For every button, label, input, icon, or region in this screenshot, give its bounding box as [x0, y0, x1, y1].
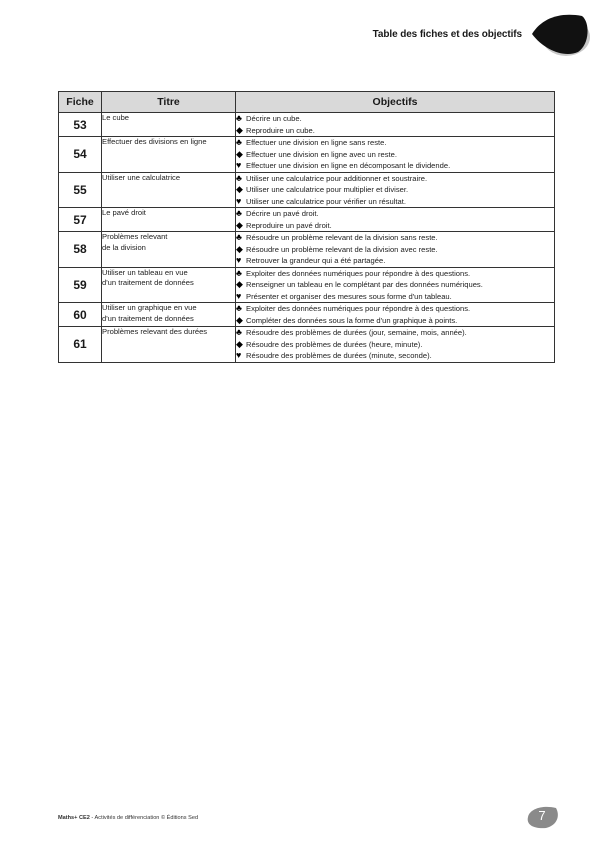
table-row: [59, 267, 555, 303]
fiche-number: 57: [59, 208, 102, 232]
objective-text: Renseigner un tableau en le complétant par des données numériques.: [246, 280, 483, 289]
fiche-title-line: Problèmes relevant: [102, 232, 168, 241]
footer-copyright: - Activités de différenciation © Éditions Sed: [89, 815, 199, 821]
fiche-objectives: [236, 137, 555, 173]
club-suit-icon: ♣: [236, 327, 242, 337]
header-drop-decoration: [530, 10, 594, 60]
diamond-suit-icon: ◆: [236, 148, 243, 159]
fiche-number: 60: [59, 303, 102, 327]
objectives-table: [58, 91, 555, 363]
diamond-suit-icon: ◆: [236, 243, 243, 254]
page-number-badge: [524, 805, 560, 829]
objective-text: Résoudre un problème relevant de la division avec reste.: [246, 244, 438, 254]
diamond-suit-icon: ◆: [236, 314, 243, 325]
objective-item: [236, 339, 554, 351]
objective-item: [236, 113, 554, 125]
club-suit-icon: ♣: [236, 172, 242, 183]
fiche-title-line: Utiliser un tableau en vue: [102, 267, 188, 277]
fiche-objectives: [236, 327, 555, 363]
objective-text: Compléter des données sous la forme d'un graphique à points.: [246, 315, 458, 325]
objective-text: Effectuer une division en ligne avec un reste.: [246, 149, 397, 159]
objective-item: [236, 220, 554, 232]
fiche-number: 53: [59, 113, 102, 137]
objective-item: [236, 268, 554, 280]
objective-item: [236, 173, 554, 185]
fiche-title: [102, 267, 236, 303]
objective-item: [236, 244, 554, 256]
fiche-title-line: Problèmes relevant des durées: [102, 327, 208, 336]
objective-item: [236, 160, 554, 172]
objective-text: Retrouver la grandeur qui a été partagée.: [246, 256, 386, 265]
fiche-title-line: Utiliser une calculatrice: [102, 172, 181, 182]
column-header-titre: Titre: [102, 92, 236, 113]
objective-item: [236, 232, 554, 244]
club-suit-icon: ♣: [236, 208, 242, 218]
fiche-objectives: [236, 303, 555, 327]
fiche-objectives: [236, 232, 555, 268]
table-row: [59, 172, 555, 208]
objective-text: Effectuer une division en ligne sans reste.: [246, 138, 387, 147]
heart-suit-icon: ♥: [236, 350, 242, 360]
table-row: [59, 303, 555, 327]
column-header-objectifs: Objectifs: [236, 92, 555, 113]
fiche-objectives: [236, 113, 555, 137]
fiche-title-line: Utiliser un graphique en vue: [102, 303, 197, 312]
fiche-title-line: d'un traitement de données: [102, 313, 194, 323]
table-row: [59, 208, 555, 232]
objective-text: Utiliser une calculatrice pour vérifier un résultat.: [246, 196, 406, 206]
objective-item: [236, 291, 554, 303]
objective-text: Résoudre des problèmes de durées (minute, seconde).: [246, 351, 432, 360]
fiche-title: [102, 327, 236, 363]
diamond-suit-icon: ◆: [236, 279, 243, 289]
objective-text: Utiliser une calculatrice pour multiplier et diviser.: [246, 185, 409, 194]
diamond-suit-icon: ◆: [236, 124, 243, 135]
fiche-title-line: Le pavé droit: [102, 208, 146, 217]
heart-suit-icon: ♥: [236, 255, 242, 265]
fiche-title: [102, 232, 236, 268]
fiche-title: [102, 172, 236, 208]
club-suit-icon: ♣: [236, 303, 242, 313]
objective-text: Reproduire un cube.: [246, 125, 315, 135]
fiche-number: 54: [59, 137, 102, 173]
club-suit-icon: ♣: [236, 267, 242, 278]
club-suit-icon: ♣: [236, 232, 242, 242]
fiche-number: 59: [59, 267, 102, 303]
objective-text: Exploiter des données numériques pour répondre à des questions.: [246, 304, 471, 313]
club-suit-icon: ♣: [236, 137, 242, 147]
objective-item: [236, 149, 554, 161]
table-row: [59, 137, 555, 173]
objective-item: [236, 255, 554, 267]
objective-item: [236, 137, 554, 149]
page-number: 7: [538, 808, 546, 823]
fiche-number: 61: [59, 327, 102, 363]
objective-text: Utiliser une calculatrice pour additionner et soustraire.: [246, 173, 428, 183]
fiche-title-line: d'un traitement de données: [102, 278, 194, 287]
footer-brand: Maths+ CE2: [58, 815, 90, 821]
fiche-objectives: [236, 172, 555, 208]
fiche-objectives: [236, 267, 555, 303]
objective-item: [236, 196, 554, 208]
fiche-title-line: de la division: [102, 242, 146, 252]
objective-text: Résoudre un problème relevant de la division sans reste.: [246, 233, 438, 242]
diamond-suit-icon: ◆: [236, 338, 243, 349]
fiche-title: [102, 113, 236, 137]
objective-item: [236, 279, 554, 291]
fiche-number: 55: [59, 172, 102, 208]
objective-text: Exploiter des données numériques pour répondre à des questions.: [246, 268, 471, 278]
table-header-row: [59, 92, 555, 113]
objective-item: [236, 327, 554, 339]
objective-text: Effectuer une division en ligne en décomposant le dividende.: [246, 161, 451, 170]
fiche-objectives: [236, 208, 555, 232]
objective-text: Résoudre des problèmes de durées (jour, semaine, mois, année).: [246, 328, 467, 337]
objective-text: Décrire un pavé droit.: [246, 209, 319, 218]
table-row: [59, 113, 555, 137]
diamond-suit-icon: ◆: [236, 219, 243, 230]
objective-item: [236, 125, 554, 137]
fiche-number: 58: [59, 232, 102, 268]
heart-suit-icon: ♥: [236, 290, 242, 301]
table-row: [59, 232, 555, 268]
heart-suit-icon: ♥: [236, 160, 242, 170]
footer-credit: [58, 815, 198, 821]
objective-text: Résoudre des problèmes de durées (heure, minute).: [246, 339, 423, 349]
page-header-title: Table des fiches et des objectifs: [372, 29, 522, 40]
club-suit-icon: ♣: [236, 113, 242, 123]
objective-item: [236, 303, 554, 315]
column-header-fiche: Fiche: [59, 92, 102, 113]
fiche-title: [102, 303, 236, 327]
objective-item: [236, 315, 554, 327]
diamond-suit-icon: ◆: [236, 184, 243, 194]
objective-item: [236, 184, 554, 196]
heart-suit-icon: ♥: [236, 195, 242, 206]
objective-item: [236, 350, 554, 362]
objective-text: Décrire un cube.: [246, 114, 302, 123]
table-row: [59, 327, 555, 363]
fiche-title-line: Effectuer des divisions en ligne: [102, 137, 207, 146]
fiche-title-line: Le cube: [102, 113, 130, 122]
fiche-title: [102, 208, 236, 232]
objective-text: Présenter et organiser des mesures sous forme d'un tableau.: [246, 291, 452, 301]
objective-item: [236, 208, 554, 220]
fiche-title: [102, 137, 236, 173]
objective-text: Reproduire un pavé droit.: [246, 220, 332, 230]
